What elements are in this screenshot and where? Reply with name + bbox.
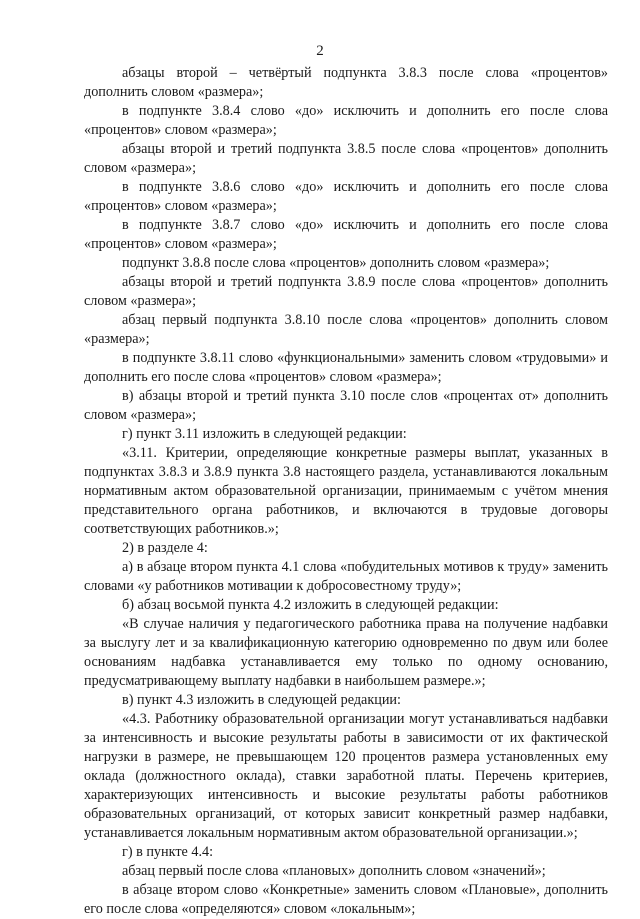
quoted-paragraph: «В случае наличия у педагогического работника права на получение надбавки за выслугу лет и за квалификационную категорию одновременно по двум или более основаниям надбавка устанавливается ему только по одному основанию, предусматривающему выплату надбавки в наибольшем размере.»; [84,616,608,689]
paragraph: подпункт 3.8.8 после слова «процентов» дополнить словом «размера»; [122,255,550,271]
paragraph: абзацы второй – четвёртый подпункта 3.8.3 после слова «процентов» дополнить словом «размера»; [84,65,608,100]
paragraph: г) в пункте 4.4: [122,844,214,860]
paragraph: абзац первый после слова «плановых» дополнить словом «значений»; [122,863,546,879]
paragraph: а) в абзаце втором пункта 4.1 слова «побудительных мотивов к труду» заменить словами «у работников мотивации к добросовестному труду»; [84,559,608,594]
quoted-paragraph: «3.11. Критерии, определяющие конкретные размеры выплат, указанных в подпунктах 3.8.3 и 3.8.9 пункта 3.8 настоящего раздела, устанавливаются локальным нормативным актом образовательной организации, принимаемым с учётом мнения представительного органа работников, и включаются в трудовые договоры соответствующих работников.»; [84,445,608,537]
paragraph: в подпункте 3.8.6 слово «до» исключить и дополнить его после слова «процентов» словом «размера»; [84,179,608,214]
paragraph: в) пункт 4.3 изложить в следующей редакции: [122,692,401,708]
paragraph: в подпункте 3.8.4 слово «до» исключить и дополнить его после слова «процентов» словом «размера»; [84,103,608,138]
paragraph: г) пункт 3.11 изложить в следующей редакции: [122,426,407,442]
paragraph: в абзаце втором слово «Конкретные» заменить словом «Плановые», дополнить его после слова «определяются» словом «локальным»; [84,882,608,917]
paragraph: абзацы второй и третий подпункта 3.8.9 после слова «процентов» дополнить словом «размера»; [84,274,608,309]
paragraph: б) абзац восьмой пункта 4.2 изложить в следующей редакции: [122,597,499,613]
quoted-paragraph: «4.3. Работнику образовательной организации могут устанавливаться надбавки за интенсивность и высокие результаты работы в зависимости от их фактической нагрузки в размере, не превышающем 120 процентов размера установленных ему оклада (должностного оклада), ставки заработной платы. Перечень критериев, характеризующих интенсивность и высокие результаты работы работников образовательных организаций, от которых зависит конкретный размер надбавки, устанавливается локальным нормативным актом образовательной организации.»; [84,711,608,841]
paragraph: в) абзацы второй и третий пункта 3.10 после слов «процентах от» дополнить словом «размера»; [84,388,608,423]
page-number: 2 [316,43,324,59]
paragraph: в подпункте 3.8.11 слово «функциональными» заменить словом «трудовыми» и дополнить его после слова «процентов» словом «размера»; [84,350,608,385]
paragraph: в подпункте 3.8.7 слово «до» исключить и дополнить его после слова «процентов» словом «размера»; [84,217,608,252]
paragraph: абзацы второй и третий подпункта 3.8.5 после слова «процентов» дополнить словом «размера»; [84,141,608,176]
document-body [84,64,608,919]
paragraph: абзац первый подпункта 3.8.10 после слова «процентов» дополнить словом «размера»; [84,312,608,347]
paragraph: 2) в разделе 4: [122,540,208,556]
